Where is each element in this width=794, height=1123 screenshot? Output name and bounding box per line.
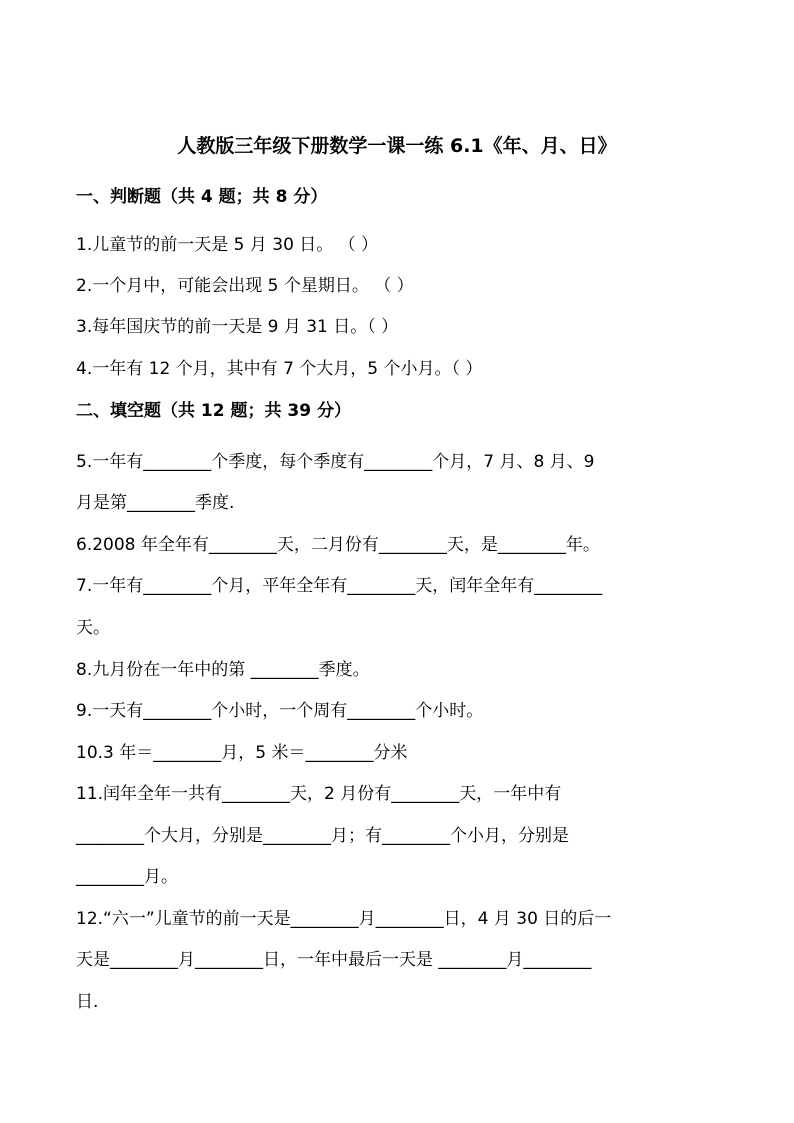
question-7-line-2: 天。 (76, 618, 110, 638)
question-12-line-3: 日. (76, 992, 99, 1012)
question-3: 3.每年国庆节的前一天是 9 月 31 日。（ ） (76, 317, 399, 337)
question-5-line-2: 月是第________季度. (76, 493, 235, 513)
question-6: 6.2008 年全年有________天，二月份有________天，是________年。 (76, 535, 600, 555)
question-7-line-1: 7.一年有________个月，平年全年有________天，闰年全年有________ (76, 576, 603, 596)
section2-heading: 二、填空题（共 12 题；共 39 分） (76, 401, 351, 421)
question-2: 2.一个月中，可能会出现 5 个星期日。 （ ） (76, 276, 414, 296)
question-12-line-2: 天是________月________日，一年中最后一天是 ________月________ (76, 950, 592, 970)
question-11-line-1: 11.闰年全年一共有________天，2 月份有________天，一年中有 (76, 784, 562, 804)
question-4: 4.一年有 12 个月，其中有 7 个大月，5 个小月。（ ） (76, 359, 483, 379)
question-11-line-2: ________个大月，分别是________月；有________个小月，分别是 (76, 826, 569, 846)
question-12-line-1: 12.“六一”儿童节的前一天是________月________日，4 月 30 日的后一 (76, 909, 612, 929)
question-8: 8.九月份在一年中的第 ________季度。 (76, 660, 370, 680)
question-9: 9.一天有________个小时，一个周有________个小时。 (76, 701, 484, 721)
question-5-line-1: 5.一年有________个季度，每个季度有________个月，7 月、8 月、9 (76, 452, 595, 472)
page-title: 人教版三年级下册数学一课一练 6.1《年、月、日》 (177, 135, 617, 157)
section1-heading: 一、判断题（共 4 题；共 8 分） (76, 187, 328, 207)
question-10: 10.3 年＝________月，5 米＝________分米 (76, 743, 408, 763)
question-1: 1.儿童节的前一天是 5 月 30 日。 （ ） (76, 235, 379, 255)
question-11-line-3: ________月。 (76, 867, 178, 887)
